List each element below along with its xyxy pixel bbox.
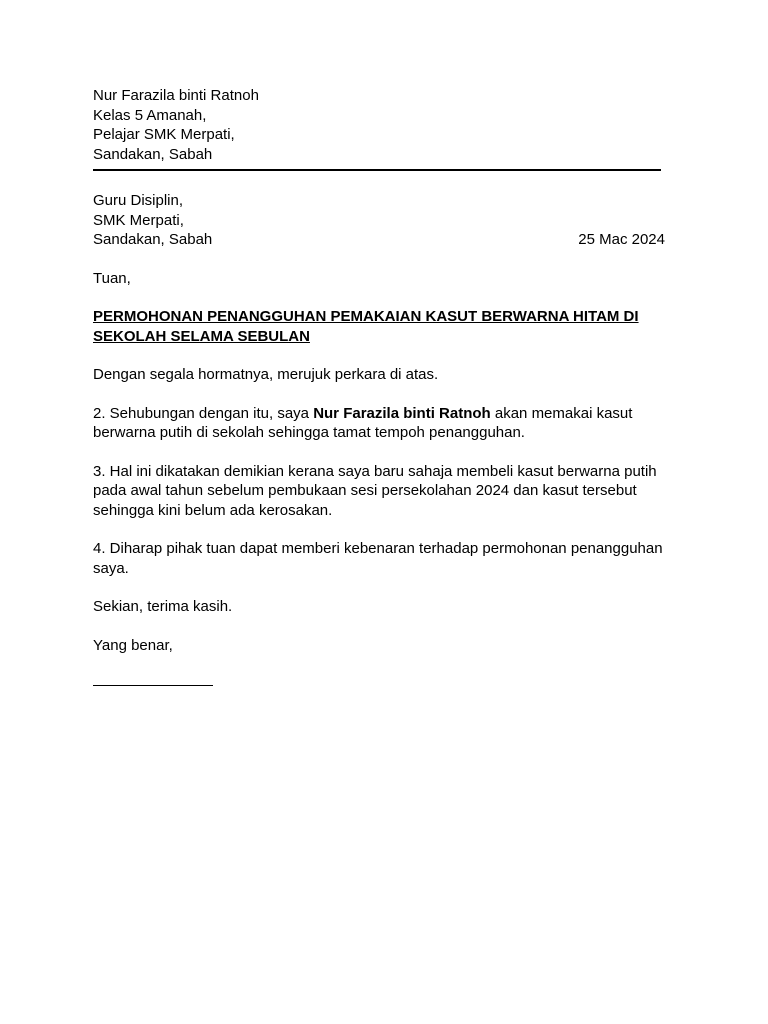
paragraph-2-end: akan memakai kasut berwarna putih di sekolah sehingga tamat tempoh penangguhan. (93, 404, 633, 441)
paragraph-2-start: 2. Sehubungan dengan itu, saya (93, 404, 314, 422)
signature-line (93, 669, 213, 686)
paragraph-4: 4. Diharap pihak tuan dapat memberi kebenaran terhadap permohonan penangguhan saya. (93, 540, 663, 577)
closing-line: Sekian, terima kasih. (93, 598, 233, 615)
signoff: Yang benar, (93, 636, 173, 654)
recipient-address (93, 191, 673, 250)
sender-school: Pelajar SMK Merpati, (93, 126, 235, 143)
sender-class: Kelas 5 Amanah, (93, 106, 207, 124)
opening-paragraph: Dengan segala hormatnya, merujuk perkara di atas. (93, 366, 439, 383)
sender-name: Nur Farazila binti Ratnoh (93, 87, 259, 104)
recipient-title: Guru Disiplin, (93, 192, 184, 209)
paragraph-2-name: Nur Farazila binti Ratnoh (313, 404, 491, 422)
recipient-city: Sandakan, Sabah (93, 231, 213, 248)
paragraph-2 (93, 404, 678, 443)
letter-date: 25 Mac 2024 (578, 231, 665, 248)
letter (93, 86, 673, 686)
recipient-school: SMK Merpati, (93, 211, 184, 229)
sender-city: Sandakan, Sabah (93, 145, 213, 163)
sender-address (93, 86, 673, 164)
recipient-city-date-row (93, 230, 665, 250)
paragraph-3: 3. Hal ini dikatakan demikian kerana saya baru sahaja membeli kasut berwarna putih pada awal tahun sebelum pembukaan sesi persekolahan 2024 dan kasut tersebut sehingga kini belum ada kerosakan. (93, 462, 657, 519)
salutation: Tuan, (93, 269, 131, 287)
letter-subject: PERMOHONAN PENANGGUHAN PEMAKAIAN KASUT BERWARNA HITAM DI SEKOLAH SELAMA SEBULAN (93, 308, 639, 345)
